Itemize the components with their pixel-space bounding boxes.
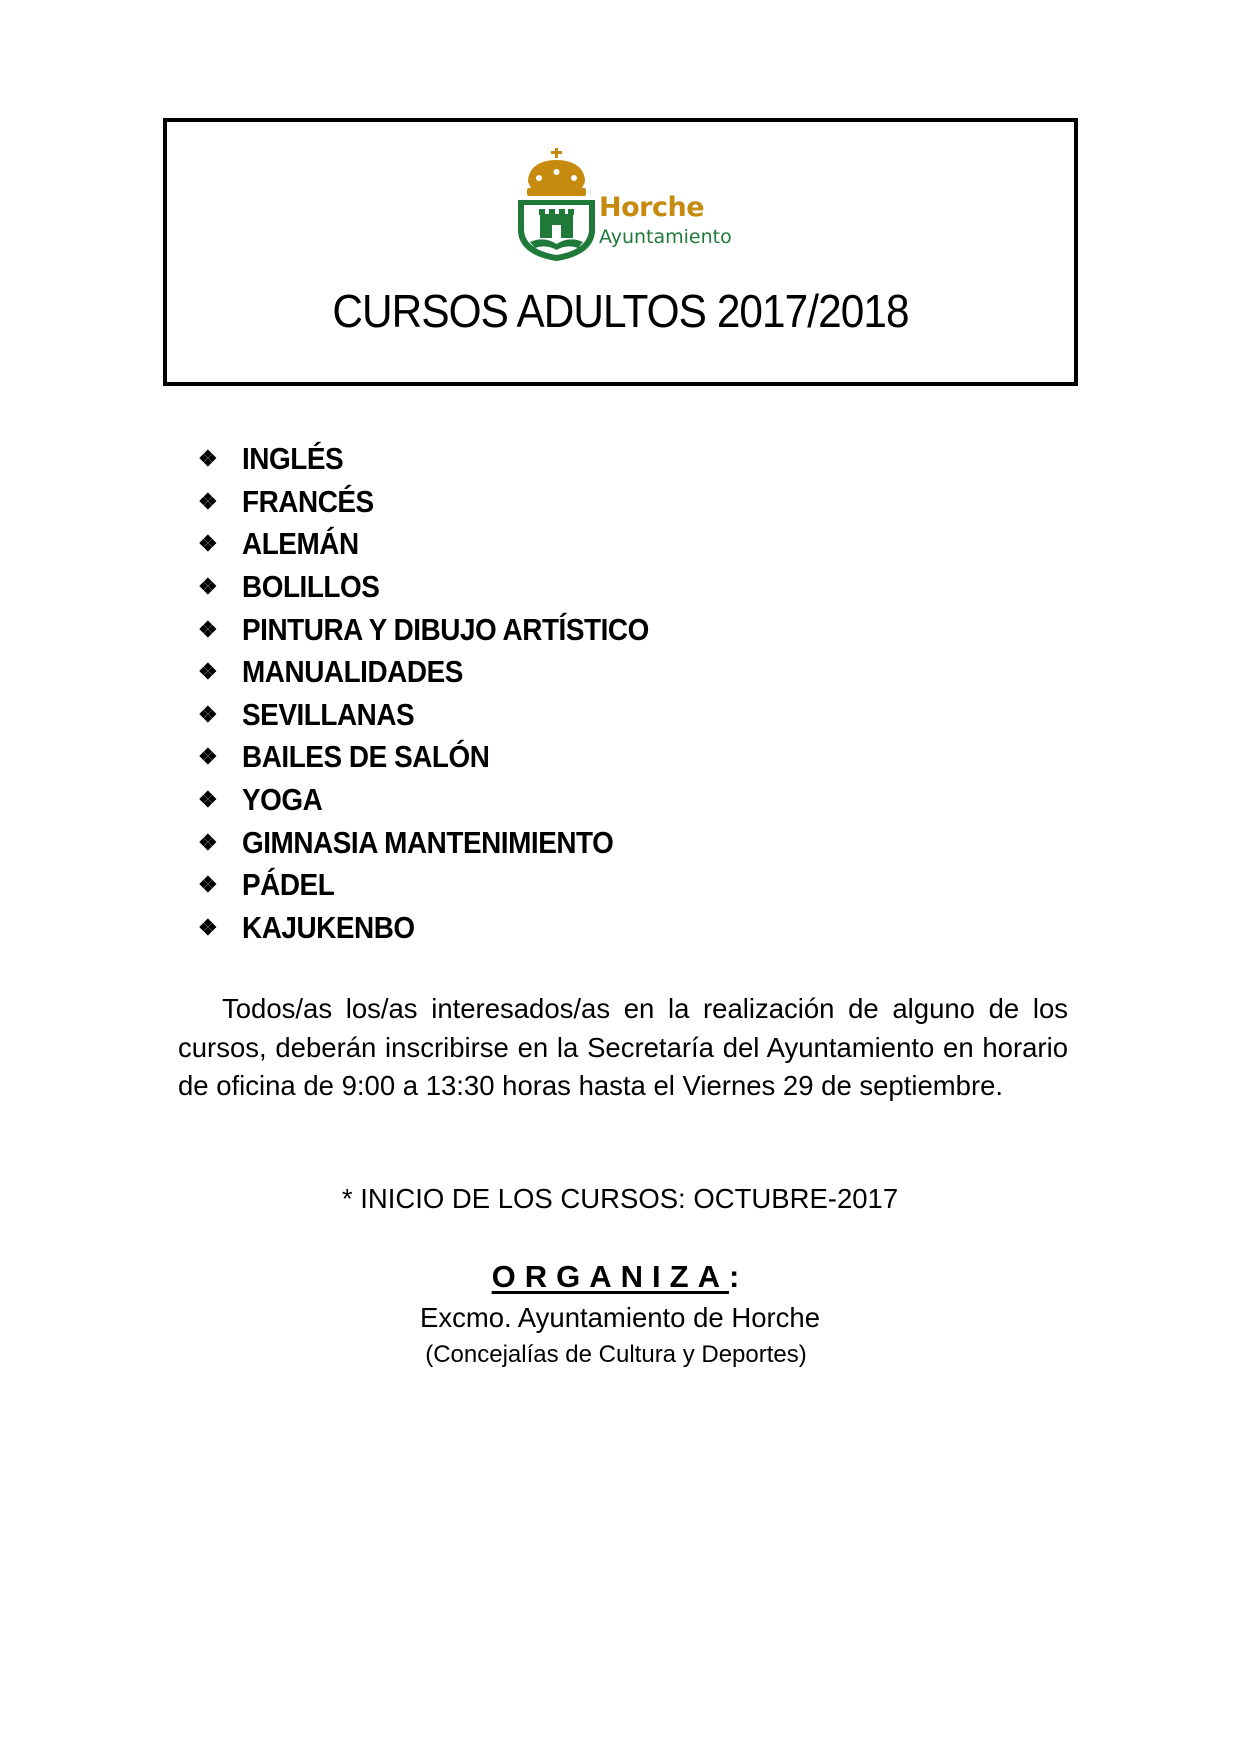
diamond-bullet-icon: ❖ (198, 872, 218, 898)
course-label: ALEMÁN (242, 526, 359, 562)
course-label: MANUALIDADES (242, 654, 463, 690)
course-item (198, 566, 694, 609)
course-item (198, 481, 694, 524)
course-label: BOLILLOS (242, 569, 380, 605)
logo-name: Horche (599, 192, 704, 223)
course-item (198, 608, 694, 651)
horche-logo (512, 148, 762, 268)
diamond-bullet-icon: ❖ (198, 574, 218, 600)
course-item (198, 523, 694, 566)
course-label: GIMNASIA MANTENIMIENTO (242, 824, 614, 860)
organizer-heading (0, 1259, 1240, 1295)
course-label: YOGA (242, 782, 323, 818)
course-item (198, 651, 694, 694)
diamond-bullet-icon: ❖ (198, 446, 218, 472)
course-item (198, 864, 694, 907)
course-item (198, 821, 694, 864)
course-label: PÁDEL (242, 867, 335, 903)
course-label: KAJUKENBO (242, 909, 415, 945)
course-item (198, 779, 694, 822)
diamond-bullet-icon: ❖ (198, 531, 218, 557)
course-label: PINTURA Y DIBUJO ARTÍSTICO (242, 611, 649, 647)
header-box (163, 118, 1078, 386)
diamond-bullet-icon: ❖ (198, 829, 218, 855)
logo-subtitle: Ayuntamiento (599, 226, 732, 248)
organizer-name: Excmo. Ayuntamiento de Horche (420, 1302, 820, 1333)
diamond-bullet-icon: ❖ (198, 616, 218, 642)
course-item (198, 438, 694, 481)
diamond-bullet-icon: ❖ (198, 744, 218, 770)
diamond-bullet-icon: ❖ (198, 659, 218, 685)
diamond-bullet-icon: ❖ (198, 488, 218, 514)
course-item (198, 907, 694, 950)
info-paragraph: Todos/as los/as interesados/as en la realización de alguno de los cursos, deberán inscribirse en la Secretaría del Ayuntamiento en horario de oficina de 9:00 a 13:30 horas hasta el Viernes 29 de septiembre. (178, 993, 1068, 1101)
course-list (198, 438, 694, 949)
course-label: SEVILLANAS (242, 696, 415, 732)
course-label: FRANCÉS (242, 483, 374, 519)
organizer-departments: (Concejalías de Cultura y Deportes) (425, 1341, 807, 1368)
page-title: CURSOS ADULTOS 2017/2018 (332, 285, 909, 337)
start-note: * INICIO DE LOS CURSOS: OCTUBRE-2017 (341, 1183, 899, 1214)
coat-of-arms-icon (512, 148, 602, 263)
organizer-heading-colon: : (729, 1259, 749, 1294)
course-item (198, 694, 694, 737)
course-label: INGLÉS (242, 441, 344, 477)
organizer-heading-text: ORGANIZA (491, 1259, 729, 1294)
diamond-bullet-icon: ❖ (198, 701, 218, 727)
course-item (198, 736, 694, 779)
course-label: BAILES DE SALÓN (242, 739, 490, 775)
diamond-bullet-icon: ❖ (198, 914, 218, 940)
diamond-bullet-icon: ❖ (198, 787, 218, 813)
